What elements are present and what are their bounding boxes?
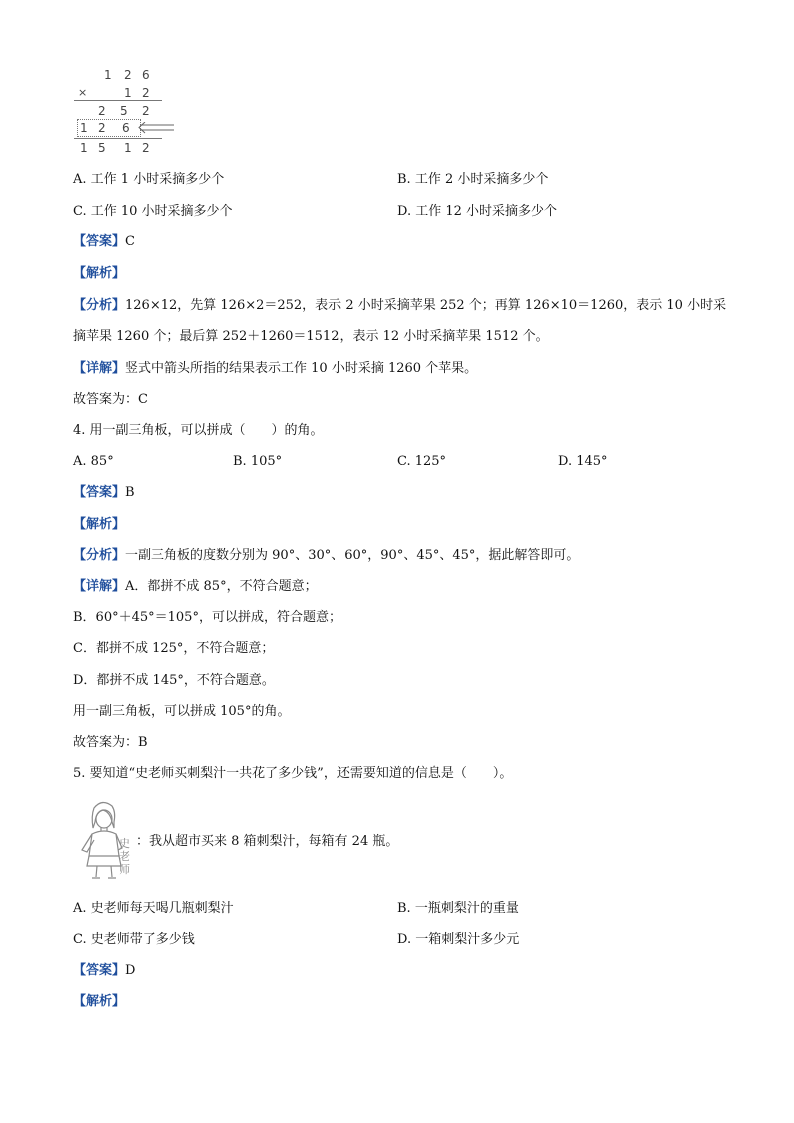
q3-final-answer: 故答案为：C bbox=[73, 392, 148, 407]
fenxi-text: 126×12，先算 126×2＝252，表示 2 小时采摘苹果 252 个；再算 126×10＝1260，表示 10 小时采 bbox=[125, 298, 727, 313]
answer-tag: 【答案】 bbox=[73, 963, 126, 978]
q3-xiangjie bbox=[73, 360, 477, 378]
digit: 5 bbox=[98, 141, 106, 155]
q5-option-c: C. 史老师带了多少钱 bbox=[73, 932, 195, 947]
digit: 1 bbox=[80, 141, 88, 155]
q5-option-b: B. 一瓶刺梨汁的重量 bbox=[397, 901, 519, 916]
xiangjie-text: 竖式中箭头所指的结果表示工作 10 小时采摘 1260 个苹果。 bbox=[125, 361, 478, 376]
digit: 1 bbox=[124, 141, 132, 155]
digit: 2 bbox=[124, 68, 132, 82]
digit: 2 bbox=[142, 86, 150, 100]
digit: 6 bbox=[122, 121, 130, 135]
digit: 2 bbox=[98, 121, 106, 135]
fenxi-tag: 【分析】 bbox=[73, 298, 126, 313]
answer-value: C bbox=[125, 234, 135, 249]
rule-line bbox=[74, 100, 162, 101]
speaker-name-char: 史 bbox=[119, 837, 130, 850]
q4-option-a: A. 85° bbox=[73, 454, 114, 469]
q5-speech: ：我从超市买来 8 箱刺梨汁，每箱有 24 瓶。 bbox=[136, 834, 399, 849]
analysis-tag: 【解析】 bbox=[73, 994, 126, 1009]
digit: 1 bbox=[104, 68, 112, 82]
digit: 5 bbox=[120, 104, 128, 118]
q3-option-c: C. 工作 10 小时采摘多少个 bbox=[73, 204, 233, 219]
xiangjie-tag: 【详解】 bbox=[73, 361, 126, 376]
vertical-multiplication-figure bbox=[72, 66, 182, 158]
q4-final-answer: 故答案为：B bbox=[73, 735, 148, 750]
q3-answer bbox=[73, 233, 135, 251]
digit: 2 bbox=[142, 141, 150, 155]
speaker-name-char: 老 bbox=[119, 850, 130, 863]
analysis-tag: 【解析】 bbox=[73, 266, 126, 281]
times-sign: × bbox=[78, 86, 88, 99]
fenxi-tag: 【分析】 bbox=[73, 548, 126, 563]
q4-line-d: D．都拼不成 145°，不符合题意。 bbox=[73, 673, 275, 688]
q5-analysis-heading bbox=[73, 993, 125, 1011]
xiangjie-text: A．都拼不成 85°，不符合题意； bbox=[125, 579, 318, 594]
q3-analysis-heading bbox=[73, 265, 125, 283]
q3-option-a: A. 工作 1 小时采摘多少个 bbox=[73, 172, 225, 187]
speaker-name-char: 师 bbox=[119, 863, 130, 876]
digit: 1 bbox=[80, 121, 88, 135]
rule-line bbox=[74, 138, 162, 139]
q5-option-d: D. 一箱刺梨汁多少元 bbox=[397, 932, 520, 947]
q5-stem: 5. 要知道“史老师买刺梨汁一共花了多少钱”，还需要知道的信息是（ ）。 bbox=[73, 766, 513, 781]
q4-analysis-heading bbox=[73, 516, 125, 534]
q4-xiangjie-a bbox=[73, 578, 318, 596]
q4-line-b: B．60°＋45°＝105°，可以拼成，符合题意； bbox=[73, 610, 342, 625]
q4-option-d: D. 145° bbox=[558, 454, 608, 469]
q5-answer bbox=[73, 962, 135, 980]
digit: 2 bbox=[142, 104, 150, 118]
answer-value: D bbox=[125, 963, 136, 978]
q4-line-c: C．都拼不成 125°，不符合题意； bbox=[73, 641, 275, 656]
digit: 6 bbox=[142, 68, 150, 82]
q3-fenxi-line-1 bbox=[73, 297, 726, 315]
fenxi-text: 一副三角板的度数分别为 90°、30°、60°，90°、45°、45°，据此解答即可。 bbox=[125, 548, 580, 563]
digit: 2 bbox=[98, 104, 106, 118]
q4-stem: 4. 用一副三角板，可以拼成（ ）的角。 bbox=[73, 423, 324, 438]
analysis-tag: 【解析】 bbox=[73, 517, 126, 532]
q4-fenxi bbox=[73, 547, 579, 565]
q4-summary: 用一副三角板，可以拼成 105°的角。 bbox=[73, 704, 291, 719]
q3-fenxi-line-2: 摘苹果 1260 个；最后算 252＋1260＝1512，表示 12 小时采摘苹果 1512 个。 bbox=[73, 329, 549, 344]
q3-option-b: B. 工作 2 小时采摘多少个 bbox=[397, 172, 549, 187]
q4-option-b: B. 105° bbox=[233, 454, 283, 469]
q4-answer bbox=[73, 484, 135, 502]
q4-option-c: C. 125° bbox=[397, 454, 447, 469]
q5-option-a: A. 史老师每天喝几瓶刺梨汁 bbox=[73, 901, 234, 916]
q3-option-d: D. 工作 12 小时采摘多少个 bbox=[397, 204, 558, 219]
answer-tag: 【答案】 bbox=[73, 485, 126, 500]
arrow-left-icon bbox=[136, 122, 176, 134]
answer-value: B bbox=[125, 485, 135, 500]
answer-tag: 【答案】 bbox=[73, 234, 126, 249]
xiangjie-tag: 【详解】 bbox=[73, 579, 126, 594]
digit: 1 bbox=[124, 86, 132, 100]
